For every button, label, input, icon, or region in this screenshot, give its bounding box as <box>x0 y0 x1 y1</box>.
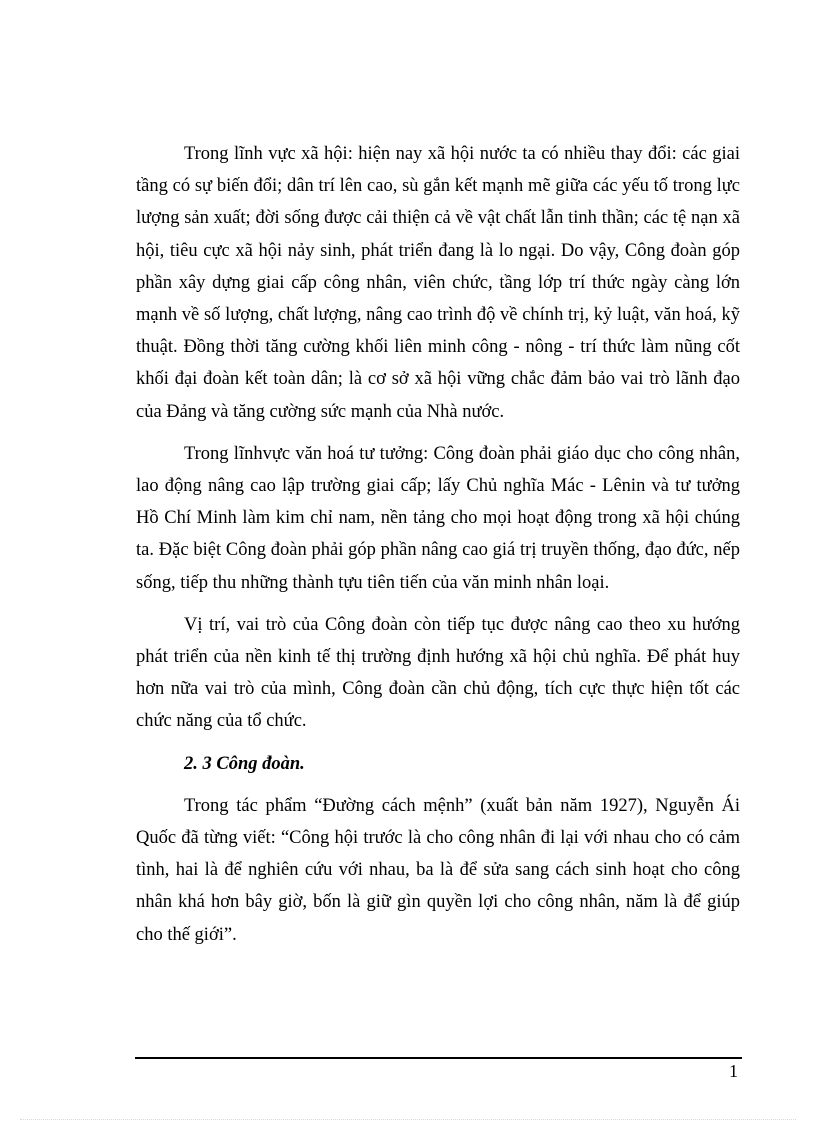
paragraph-role-position: Vị trí, vai trò của Công đoàn còn tiếp tục được nâng cao theo xu hướng phát triển của nền kinh tế thị trường định hướng xã hội chủ nghĩa. Để phát huy hơn nữa vai trò của mình, Công đoàn cần chủ động, tích cực thực hiện tốt các chức năng của tổ chức. <box>136 614 740 732</box>
footer-divider <box>135 1057 742 1059</box>
paragraph-quote: Trong tác phẩm “Đường cách mệnh” (xuất bản năm 1927), Nguyễn Ái Quốc đã từng viết: “Công hội trước là cho công nhân đi lại với nhau cho có cảm tình, hai là để nghiên cứu với nhau, ba là để sửa sang cách sinh hoạt cho công nhân khá hơn bây giờ, bốn là giữ gìn quyền lợi cho công nhân, năm là để giúp cho thế giới”. <box>136 795 740 945</box>
page-number: 1 <box>729 1061 738 1081</box>
page-bottom-edge <box>20 1119 796 1120</box>
paragraph-social-field: Trong lĩnh vực xã hội: hiện nay xã hội nước ta có nhiều thay đổi: các giai tầng có sự biến đổi; dân trí lên cao, sù gắn kết mạnh mẽ giữa các yếu tố trong lực lượng sản xuất; đời sống được cải thiện cả về vật chất lẫn tinh thần; các tệ nạn xã hội, tiêu cực xã hội nảy sinh, phát triển đang là lo ngại. Do vậy, Công đoàn góp phần xây dựng giai cấp công nhân, viên chức, tầng lớp trí thức ngày càng lớn mạnh về số lượng, chất lượng, nâng cao trình độ về chính trị, kỷ luật, văn hoá, kỹ thuật. Đồng thời tăng cường khối liên minh công - nông - trí thức làm nũng cốt khối đại đoàn kết toàn dân; là cơ sở xã hội vững chắc đảm bảo vai trò lãnh đạo của Đảng và tăng cường sức mạnh của Nhà nước. <box>136 144 740 422</box>
section-heading: 2. 3 Công đoàn. <box>184 753 305 774</box>
paragraph-culture-ideology: Trong lĩnhvực văn hoá tư tưởng: Công đoàn phải giáo dục cho công nhân, lao động nâng cao lập trường giai cấp; lấy Chủ nghĩa Mác - Lênin và tư tưởng Hồ Chí Minh làm kim chỉ nam, nền tảng cho mọi hoạt động trong xã hội chúng ta. Đặc biệt Công đoàn phải góp phần nâng cao giá trị truyền thống, đạo đức, nếp sống, tiếp thu những thành tựu tiên tiến của văn minh nhân loại. <box>136 443 740 593</box>
page-body <box>136 138 740 961</box>
